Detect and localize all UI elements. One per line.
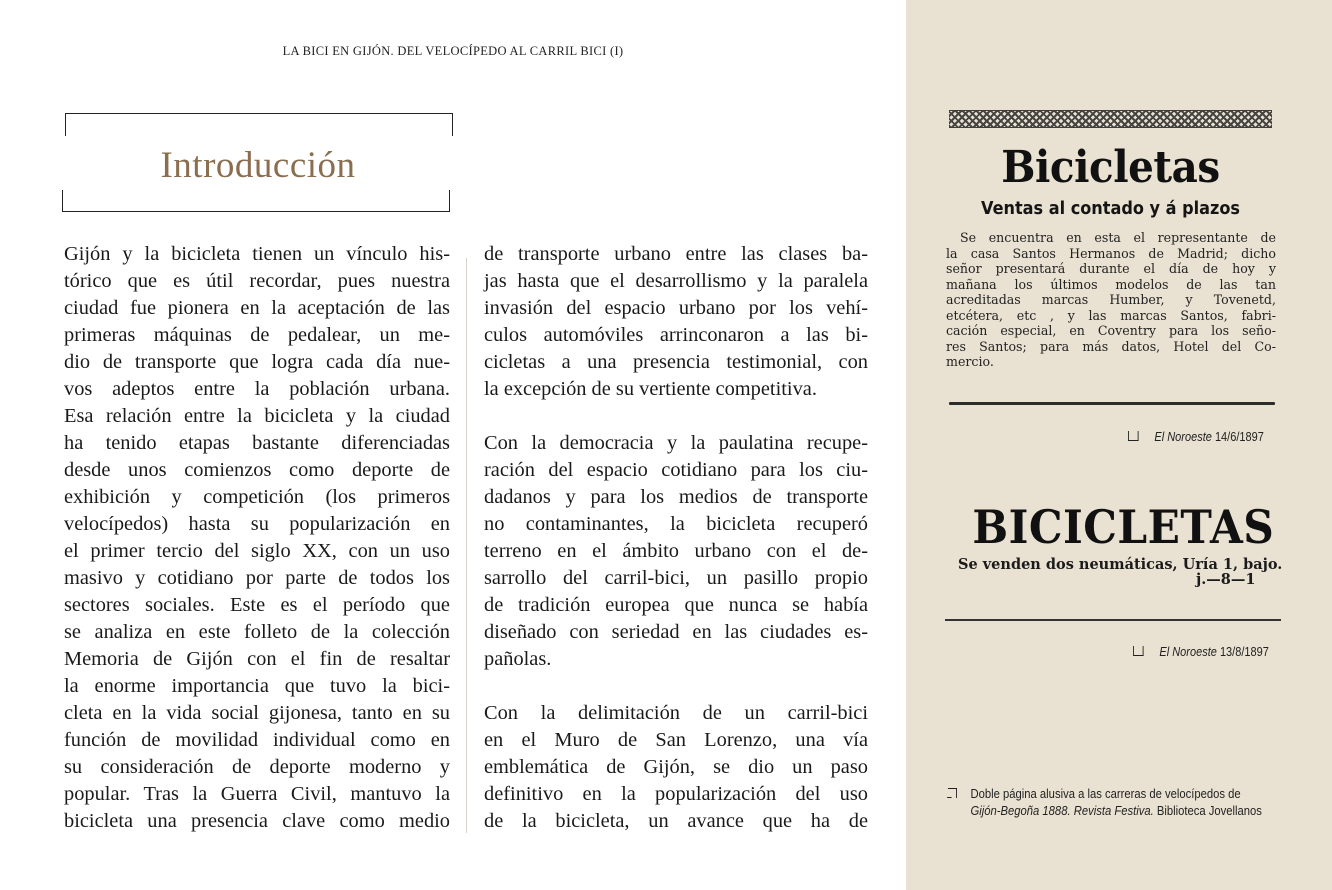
- body-line: la enorme importancia que tuvo la bici-: [64, 675, 450, 697]
- body-line: Gijón y la bicicleta tienen un vínculo his-: [64, 243, 450, 265]
- body-line: vos adeptos entre la población urbana.: [64, 378, 450, 400]
- body-line: dio de transporte que logra cada día nue-: [64, 351, 450, 373]
- ad1-title: Bicicletas: [1001, 142, 1220, 193]
- body-line: invasión del espacio urbano por los vehí-: [484, 297, 868, 319]
- figure-caption-line2-italic: Gijón-Begoña 1888. Revista Festiva.: [970, 804, 1154, 818]
- body-line: pañolas.: [484, 648, 552, 670]
- figure-caption-line2-rest: Biblioteca Jovellanos: [1156, 804, 1262, 818]
- body-line: no contaminantes, la bicicleta recuperó: [484, 513, 868, 535]
- body-column-2: [484, 241, 868, 835]
- ad1-ornament-band: [949, 110, 1272, 128]
- figure-caption-bullet-icon: [948, 788, 957, 798]
- body-line: definitivo en la popularización del uso: [484, 783, 868, 805]
- running-head: LA BICI EN GIJÓN. DEL VELOCÍPEDO AL CARRIL BICI (I): [282, 44, 624, 58]
- body-line: sectores sociales. Este es el período que: [64, 594, 450, 616]
- body-column-1: [64, 241, 450, 835]
- frame-top-border: [65, 113, 453, 136]
- body-line: tórico que es útil recordar, pues nuestra: [64, 270, 450, 292]
- ad1-body-line: mercio.: [946, 354, 994, 369]
- body-line: Esa relación entre la bicicleta y la ciudad: [64, 405, 450, 427]
- ad1-subtitle: Ventas al contado y á plazos: [980, 199, 1241, 219]
- body-line: masivo y cotidiano por parte de todos los: [64, 567, 450, 589]
- body-line: Con la delimitación de un carril-bici: [484, 702, 868, 724]
- body-line: ha tenido etapas bastante diferenciadas: [64, 432, 450, 454]
- body-line: desde unos comienzos como deporte de: [64, 459, 450, 481]
- ad1-body-line: cación especial, en Coventry para los seño-: [946, 323, 1276, 338]
- body-line: ciudad fue pionera en la aceptación de las: [64, 297, 450, 319]
- section-title: Introducción: [160, 145, 356, 186]
- body-line: su consideración de deporte moderno y: [64, 756, 450, 778]
- body-line: popular. Tras la Guerra Civil, mantuvo la: [64, 783, 450, 805]
- paragraph-gap: [484, 403, 868, 430]
- ad2-line: Se venden dos neumáticas, Uría 1, bajo.: [958, 556, 1283, 573]
- body-line: exhibición y competición (los primeros: [64, 486, 450, 508]
- body-line: ración del espacio cotidiano para los ciu-: [484, 459, 868, 481]
- frame-bottom-border: [62, 190, 450, 212]
- ad1-body: [946, 230, 1276, 370]
- body-line: función de movilidad individual como en: [64, 729, 450, 751]
- body-line: se analiza en este folleto de la colección: [64, 621, 450, 643]
- ad2-caption-date: 13/8/1897: [1219, 645, 1269, 659]
- column-divider: [466, 258, 467, 833]
- body-line: de la bicicleta, un avance que ha de: [484, 810, 868, 832]
- section-title-frame: [62, 113, 452, 213]
- paragraph: [484, 700, 868, 835]
- body-line: cleta en la vida social gijonesa, tanto en su: [64, 702, 450, 724]
- sidebar-panel: [906, 0, 1332, 890]
- body-line: dadanos y para los medios de transporte: [484, 486, 868, 508]
- figure-caption-line2: [971, 803, 1262, 820]
- caption-bullet-icon: [1128, 431, 1139, 441]
- body-line: culos automóviles arrinconaron a las bi-: [484, 324, 868, 346]
- ad1-body-line: acreditadas marcas Humber, y Tovenetd,: [946, 292, 1276, 307]
- body-line: emblemática de Gijón, se dio un paso: [484, 756, 868, 778]
- ad1-body-line: res Santos; para más datos, Hotel del Co-: [946, 338, 1276, 354]
- body-line: la excepción de su vertiente competitiva.: [484, 378, 817, 400]
- ad1-caption-source: El Noroeste: [1154, 430, 1212, 444]
- body-line: de tradición europea que nunca se había: [484, 594, 868, 616]
- body-line: diseñado con seriedad en las ciudades es-: [484, 621, 868, 643]
- paragraph: [484, 430, 868, 673]
- body-line: de transporte urbano entre las clases ba-: [484, 243, 868, 265]
- figure-caption: [948, 786, 1262, 820]
- body-line: Memoria de Gijón con el fin de resaltar: [64, 648, 450, 670]
- ad2-code: j.—8—1: [1196, 571, 1256, 588]
- figure-caption-line1: Doble página alusiva a las carreras de velocípedos de: [970, 787, 1241, 801]
- ad2-title: BICICLETAS: [972, 500, 1275, 554]
- ad2-caption-source: El Noroeste: [1159, 645, 1217, 659]
- ad1-caption-date: 14/6/1897: [1214, 430, 1264, 444]
- body-line: en el Muro de San Lorenzo, una vía: [484, 729, 868, 751]
- body-line: terreno en el ámbito urbano con el de-: [484, 540, 868, 562]
- body-line: Con la democracia y la paulatina recupe-: [484, 432, 868, 454]
- caption-bullet-icon: [1133, 646, 1144, 656]
- ad1-bottom-rule: [949, 402, 1275, 405]
- ad2-caption: [1133, 645, 1269, 659]
- ad1-caption: [1128, 430, 1264, 444]
- ad2-bottom-rule: [945, 619, 1281, 621]
- paragraph-gap: [484, 673, 868, 700]
- ad1-body-line: etcétera, etc , y las marcas Santos, fabri-: [946, 307, 1276, 323]
- body-line: primeras máquinas de pedalear, un me-: [64, 324, 450, 346]
- ad1-body-line: mañana los últimos modelos de las tan: [946, 276, 1276, 292]
- ad1-body-line: la casa Santos Hermanos de Madrid; dicho: [946, 245, 1276, 261]
- body-line: jas hasta que el desarrollismo y la paralela: [484, 270, 868, 292]
- body-line: velocípedos) hasta su popularización en: [64, 513, 450, 535]
- ad1-body-line: señor presentará durante el día de hoy y: [946, 261, 1276, 276]
- body-line: cicletas a una presencia testimonial, con: [484, 351, 868, 373]
- body-line: bicicleta una presencia clave como medio: [64, 810, 450, 832]
- ad1-body-line: Se encuentra en esta el representante de: [960, 230, 1276, 245]
- body-line: sarrollo del carril-bici, un pasillo propio: [484, 567, 868, 589]
- body-line: el primer tercio del siglo XX, con un uso: [64, 540, 450, 562]
- paragraph: [484, 241, 868, 403]
